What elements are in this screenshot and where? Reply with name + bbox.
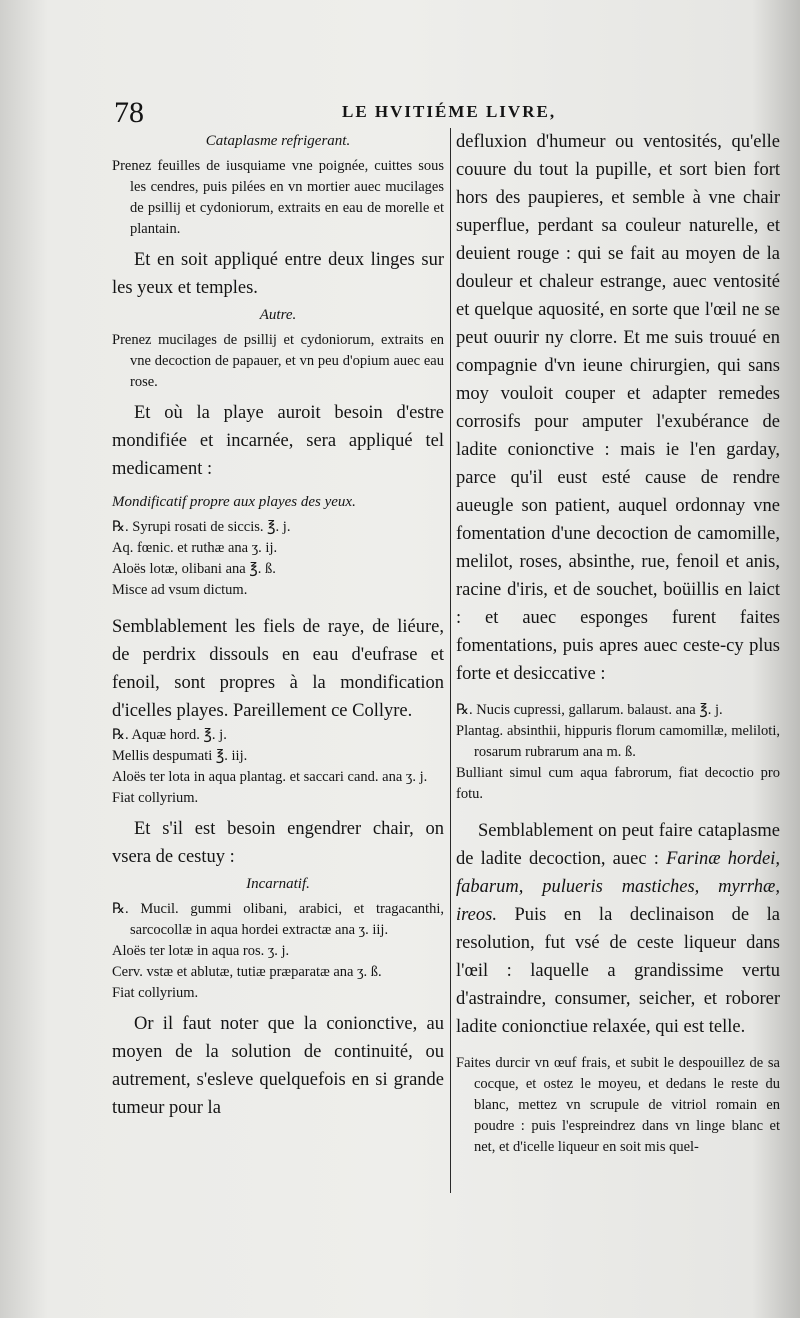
body-text-italic: Farinæ hordei, fabarum, pulueris mastiches, myrrhæ, ireos. [456, 849, 781, 925]
body-paragraph: Et s'il est besoin engendrer chair, on vsera de cestuy : [112, 819, 444, 867]
right-column [456, 128, 780, 1158]
recipe-line: ℞. Mucil. gummi olibani, arabici, et tragacanthi, sarcocollæ in aqua hordei extractæ ana ʒ. iij. [112, 901, 444, 938]
section-title: Incarnatif. [246, 876, 310, 892]
recipe-line: Plantag. absinthii, hippuris florum camomillæ, meliloti, rosarum rubrarum ana m. ß. [456, 723, 780, 760]
recipe-line: ℞. Nucis cupressi, gallarum. balaust. ana ℥. j. [456, 702, 723, 718]
body-paragraph: Et où la playe auroit besoin d'estre mondifiée et incarnée, sera appliqué tel medicament : [112, 403, 444, 479]
body-paragraph: Semblablement les fiels de raye, de liéure, de perdrix dissouls en eau d'eufrase et fenoil, sont propres à la mondification d'icelles playes. Pareillement ce Collyre. [112, 617, 444, 721]
recipe-ending: Bulliant simul cum aqua fabrorum, fiat decoctio pro fotu. [456, 765, 780, 802]
page-number: 78 [114, 96, 144, 129]
body-paragraph: Or il faut noter que la conionctive, au moyen de la solution de continuité, ou autrement, s'esleve quelquefois en si grande tumeur pour la [112, 1014, 444, 1118]
recipe-paragraph: Prenez feuilles de iusquiame vne poignée, cuittes sous les cendres, puis pilées en vn mortier auec mucilages de psillij et cydoniorum, extraits en eau de morelle et plantain. [112, 158, 444, 237]
recipe-paragraph: Prenez mucilages de psillij et cydoniorum, extraits en vne decoction de papauer, et vn peu d'opium auec eau rose. [112, 332, 444, 390]
section-title: Cataplasme refrigerant. [205, 133, 351, 149]
running-title: LE HVITIÉME LIVRE, [342, 102, 557, 121]
recipe-line: Mellis despumati ℥. iij. [112, 748, 248, 764]
recipe-line: Aloës lotæ, olibani ana ℥. ß. [112, 561, 276, 577]
body-paragraph: defluxion d'humeur ou ventosités, qu'elle couure du tout la pupille, et sort bien fort hors des paupieres, et semble à vne chair superflue, perdant sa couleur naturelle, et deuient rouge : qui se fait au moyen de la douleur et chaleur estrange, auec ventosité et quelque aquosité, en sorte que l'œil ne se peut ouurir ny clorre. Et me suis trouué en compagnie d'vn ieune chirurgien, qui sans moy vouloit couper et adapter remedes corrosifs pour amputer l'exubérance de ladite conionctive : mais ie l'en garday, parce qu'il eust esté cause de rendre aueugle son patient, auquel ordonnay vne fomentation d'une decoction de camomille, melilot, roses, absinthe, rue, fenoil et anis, racine d'iris, et de souchet, boüillis en laict : et auec esponges furent faites fomentations, puis apres auec ceste-cy plus forte et desiccative : [456, 132, 780, 684]
recipe-paragraph: Faites durcir vn œuf frais, et subit le despouillez de sa cocque, et ostez le moyeu, et dedans le reste du blanc, mettez vn scrupule de vitriol romain en poudre : puis l'espreindrez dans vn linge blanc et net, et d'icelle liqueur en soit mis quel- [456, 1055, 780, 1155]
body-paragraph [456, 817, 780, 1041]
column-divider [450, 128, 451, 1193]
recipe-line: Aloës ter lotæ in aqua ros. ʒ. j. [112, 943, 290, 959]
body-text: Puis en la declinaison de la resolution, fut vsé de ceste liqueur dans l'œil : laquelle a grandissime vertu d'astraindre, consumer, seicher, et roborer ladite conionctiue relaxée, qui est telle. [456, 905, 780, 1037]
recipe-line: Aloës ter lota in aqua plantag. et saccari cand. ana ʒ. j. [112, 769, 428, 785]
left-column [112, 128, 444, 1122]
recipe-line: Cerv. vstæ et ablutæ, tutiæ præparatæ ana ʒ. ß. [112, 964, 382, 980]
section-title: Mondificatif propre aux playes des yeux. [112, 494, 356, 510]
recipe-line: ℞. Syrupi rosati de siccis. ℥. j. [112, 519, 291, 535]
recipe-ending: Fiat collyrium. [112, 985, 199, 1001]
body-paragraph: Et en soit appliqué entre deux linges sur les yeux et temples. [112, 250, 444, 298]
section-title: Autre. [259, 307, 297, 323]
recipe-line: ℞. Aquæ hord. ℥. j. [112, 727, 227, 743]
recipe-ending: Misce ad vsum dictum. [112, 582, 248, 598]
body-text: Semblablement on peut faire cataplasme de ladite decoction, auec : [456, 821, 780, 869]
recipe-ending: Fiat collyrium. [112, 790, 199, 806]
recipe-line: Aq. fœnic. et ruthæ ana ʒ. ij. [112, 540, 278, 556]
